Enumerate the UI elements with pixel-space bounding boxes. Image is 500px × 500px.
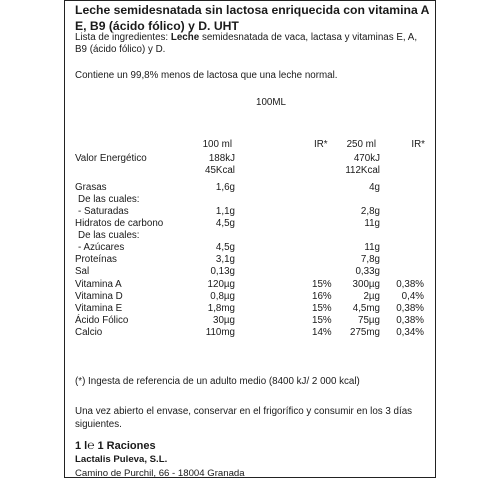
value-per-250ml: 11g — [364, 242, 380, 254]
nutrient-label: Calcio — [75, 326, 103, 338]
header-per-100ml: 100 ml — [202, 139, 232, 150]
nutrition-row — [75, 327, 427, 339]
header-ir-100ml: IR* — [314, 139, 328, 150]
value-per-100ml: 0,13g — [210, 266, 235, 278]
nutrition-row — [75, 303, 427, 315]
value-per-100ml: 3,1g — [215, 254, 235, 266]
nutrition-row — [75, 165, 427, 177]
ingredients-label: Lista de ingredientes: — [75, 32, 169, 43]
product-title-line-1: Leche semidesnatada sin lactosa enriquecida con vitamina A — [75, 3, 430, 17]
ir-per-100ml: 15% — [312, 278, 332, 290]
header-ir-250ml: IR* — [411, 139, 425, 150]
value-per-100ml: 120µg — [207, 278, 235, 290]
nutrition-table — [75, 138, 427, 339]
value-per-100ml: 30µg — [213, 314, 235, 326]
company-name: Lactalis Puleva, S.L. — [75, 454, 168, 465]
value-per-250ml: 2,8g — [360, 205, 380, 217]
portion-quantity: 1 l — [75, 440, 88, 452]
value-per-100ml: 1,1g — [215, 205, 235, 217]
value-per-250ml: 470kJ — [353, 152, 380, 164]
lactose-note: Contiene un 99,8% menos de lactosa que una leche normal. — [75, 70, 338, 81]
nutrient-label: De las cuales: — [78, 193, 140, 205]
storage-line-1: Una vez abierto el envase, conservar en el frigorífico y consumir en los 3 días — [75, 406, 413, 417]
storage-line-2: siguientes. — [75, 418, 122, 430]
estimated-sign-icon: ℮ — [87, 438, 95, 452]
value-per-250ml: 2µg — [363, 290, 380, 302]
value-per-100ml: 110mg — [205, 326, 235, 338]
value-per-250ml: 112Kcal — [345, 164, 380, 176]
storage-instructions — [75, 406, 420, 431]
value-per-250ml: 7,8g — [360, 254, 380, 266]
product-title-line-2: E, B9 (ácido fólico) y D. UHT — [75, 18, 239, 33]
portion-info — [75, 438, 156, 452]
nutrition-row — [75, 194, 427, 206]
value-per-100ml: 4,5g — [215, 218, 235, 230]
ir-per-100ml: 16% — [312, 290, 332, 302]
reference-intake-note: (*) Ingesta de referencia de un adulto medio (8400 kJ/ 2 000 kcal) — [75, 376, 360, 387]
value-per-250ml: 4,5mg — [352, 302, 380, 314]
ir-per-100ml: 15% — [312, 302, 332, 314]
header-per-250ml: 250 ml — [346, 139, 376, 150]
label-frame — [64, 0, 436, 478]
nutrient-label: Sal — [75, 266, 90, 278]
nutrition-row — [75, 230, 427, 242]
nutrition-row — [75, 182, 427, 194]
ir-per-250ml: 0,4% — [401, 290, 424, 302]
nutrient-label: - Saturadas — [78, 205, 129, 217]
nutrition-row — [75, 206, 427, 218]
value-per-250ml: 4g — [369, 181, 380, 193]
value-per-100ml: 45Kcal — [205, 164, 235, 176]
value-per-100ml: 188kJ — [208, 152, 235, 164]
value-per-100ml: 1,6g — [215, 181, 235, 193]
nutrition-row — [75, 315, 427, 327]
nutrient-label: Vitamina E — [75, 302, 123, 314]
nutrition-row — [75, 242, 427, 254]
product-title — [75, 3, 436, 34]
nutrient-label: Valor Energético — [75, 152, 147, 164]
nutrition-row — [75, 218, 427, 230]
ingredients-list — [75, 32, 430, 57]
nutrient-label: Ácido Fólico — [75, 314, 129, 326]
value-per-100ml: 4,5g — [215, 242, 235, 254]
ir-per-250ml: 0,38% — [396, 314, 424, 326]
nutrient-label: - Azúcares — [78, 242, 125, 254]
portion-rations: 1 Raciones — [97, 440, 156, 452]
nutrient-label: Vitamina A — [75, 278, 122, 290]
nutrition-row — [75, 279, 427, 291]
nutrient-label: De las cuales: — [78, 230, 140, 242]
ir-per-250ml: 0,38% — [396, 302, 424, 314]
nutrition-row — [75, 266, 427, 278]
value-per-250ml: 11g — [364, 218, 380, 230]
ir-per-250ml: 0,38% — [396, 278, 424, 290]
value-per-100ml: 1,8mg — [207, 302, 235, 314]
value-per-250ml: 75µg — [358, 314, 380, 326]
nutrient-label: Vitamina D — [75, 290, 123, 302]
company-address: Camino de Purchil, 66 - 18004 Granada — [75, 468, 245, 478]
nutrition-row — [75, 254, 427, 266]
nutrient-label: Hidratos de carbono — [75, 218, 164, 230]
reference-quantity: 100ML — [256, 97, 286, 108]
value-per-250ml: 300µg — [352, 278, 380, 290]
ingredients-highlight: Leche — [170, 32, 200, 43]
nutrition-header-row — [75, 138, 427, 153]
nutrient-label: Proteínas — [75, 254, 117, 266]
ir-per-100ml: 15% — [312, 314, 332, 326]
value-per-250ml: 0,33g — [355, 266, 380, 278]
ir-per-100ml: 14% — [312, 326, 332, 338]
value-per-100ml: 0,8µg — [210, 290, 235, 302]
ingredients-rest: semidesnatada de vaca, lactasa y vitaminas E, A, B9 (ácido fólico) y D. — [75, 32, 418, 56]
nutrition-row — [75, 153, 427, 165]
value-per-250ml: 275mg — [350, 326, 380, 338]
nutrient-label: Grasas — [75, 181, 107, 193]
ir-per-250ml: 0,34% — [396, 326, 424, 338]
nutrition-row — [75, 291, 427, 303]
